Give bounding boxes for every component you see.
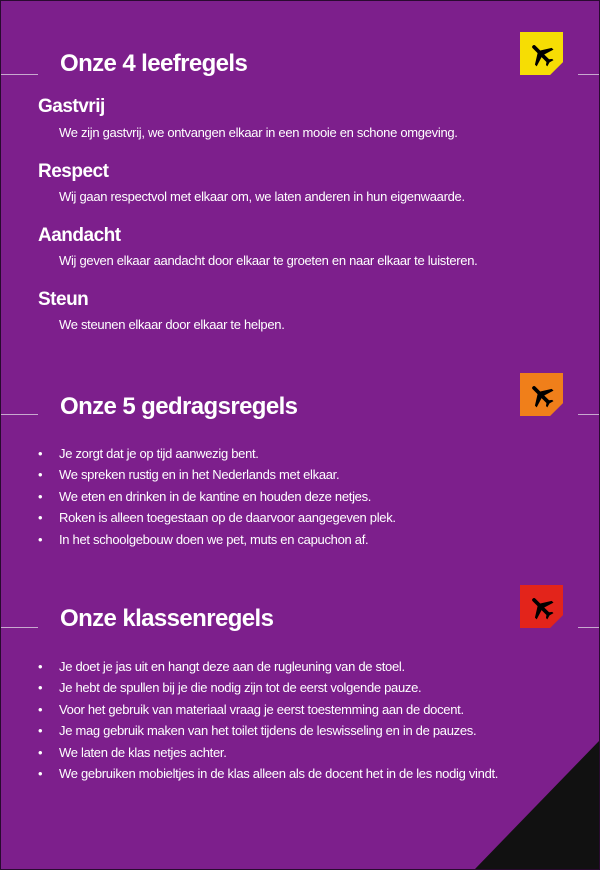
divider-left <box>1 414 38 415</box>
list-item: • We eten en drinken in de kantine en houden deze netjes. <box>38 486 579 507</box>
list-item: • Je hebt de spullen bij je die nodig zijn tot de eerst volgende pauze. <box>38 677 579 698</box>
list-item: • We gebruiken mobieltjes in de klas alleen als de docent het in de les nodig vindt. <box>38 763 499 784</box>
list-item: • Je mag gebruik maken van het toilet tijdens de leswisseling en in de pauzes. <box>38 720 579 741</box>
gedragsregels-badge <box>520 373 563 416</box>
divider-left <box>1 74 38 75</box>
list-item: • In het schoolgebouw doen we pet, muts en capuchon af. <box>38 529 579 550</box>
leefregels-title: Onze 4 leefregels <box>60 50 248 77</box>
divider-left <box>1 627 38 628</box>
value-text-respect: Wij gaan respectvol met elkaar om, we laten anderen in hun eigenwaarde. <box>59 189 465 204</box>
value-text-aandacht: Wij geven elkaar aandacht door elkaar te groeten en naar elkaar te luisteren. <box>59 253 478 268</box>
airplane-icon <box>527 380 557 410</box>
leefregels-badge <box>520 32 563 75</box>
value-title-gastvrij: Gastvrij <box>38 96 105 117</box>
gedragsregels-title: Onze 5 gedragsregels <box>60 393 298 420</box>
value-title-aandacht: Aandacht <box>38 225 121 246</box>
klassenregels-title: Onze klassenregels <box>60 605 274 632</box>
list-item: • Je doet je jas uit en hangt deze aan de rugleuning van de stoel. <box>38 656 579 677</box>
value-text-gastvrij: We zijn gastvrij, we ontvangen elkaar in een mooie en schone omgeving. <box>59 125 458 140</box>
list-item: • We laten de klas netjes achter. <box>38 742 579 763</box>
gedragsregels-list <box>38 443 579 550</box>
corner-fold <box>475 741 599 869</box>
list-item: • Roken is alleen toegestaan op de daarvoor aangegeven plek. <box>38 507 579 528</box>
list-item: • We spreken rustig en in het Nederlands met elkaar. <box>38 464 579 485</box>
value-title-respect: Respect <box>38 161 109 182</box>
value-title-steun: Steun <box>38 289 89 310</box>
value-text-steun: We steunen elkaar door elkaar te helpen. <box>59 317 285 332</box>
list-item: • Voor het gebruik van materiaal vraag je eerst toestemming aan de docent. <box>38 699 579 720</box>
divider-right <box>578 414 599 415</box>
divider-right <box>578 627 599 628</box>
klassenregels-badge <box>520 585 563 628</box>
airplane-icon <box>527 592 557 622</box>
airplane-icon <box>527 39 557 69</box>
list-item: • Je zorgt dat je op tijd aanwezig bent. <box>38 443 579 464</box>
divider-right <box>578 74 599 75</box>
